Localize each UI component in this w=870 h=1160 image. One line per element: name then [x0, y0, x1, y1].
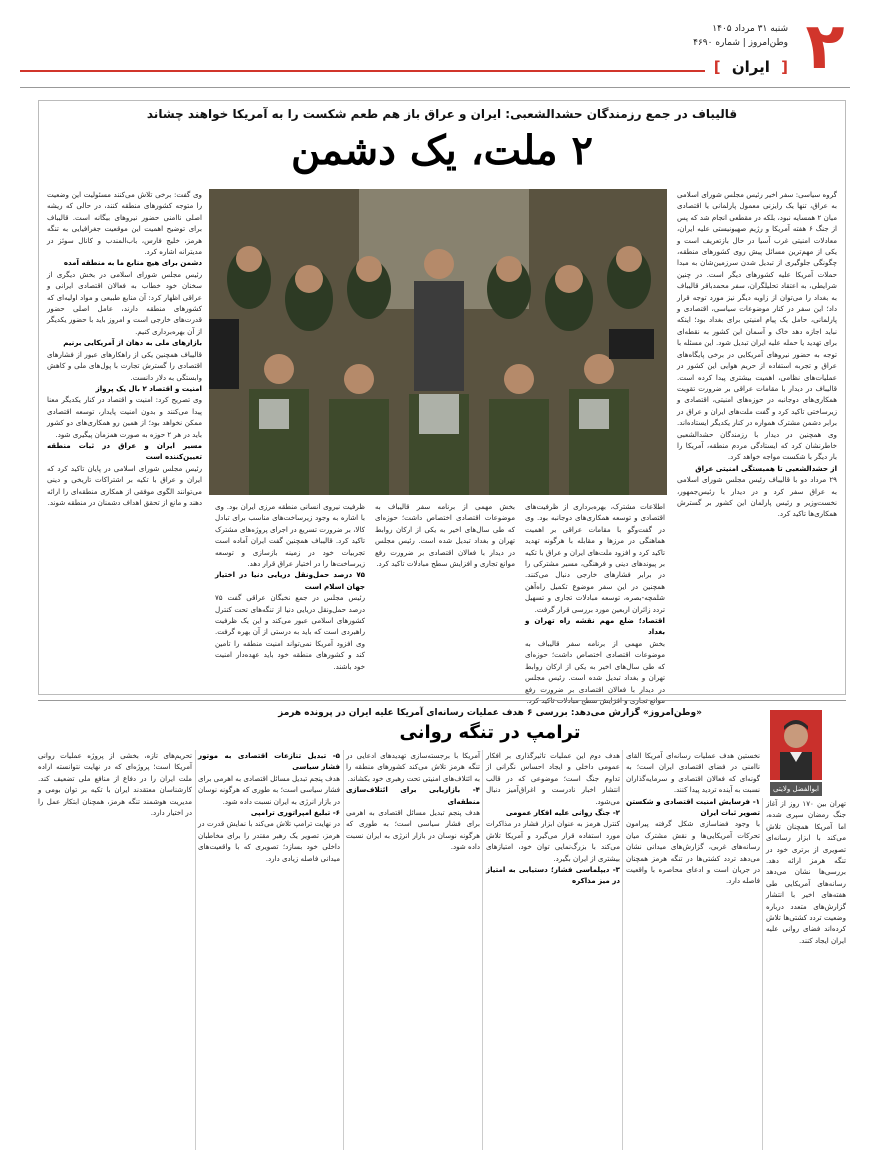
main-col-right-subhead: از حشدالشعبی تا همبستگی امنیتی عراق: [695, 463, 837, 473]
story2-col2-text2: با وجود فضاسازی شکل گرفته پیرامون تحرکات آمریکایی‌ها و نقش مشترک میان رسانه‌های غربی، گزارش‌های میدانی نشان می‌دهد تردد کشتی‌ها در تنگه هرمز همچنان در جریان است و ادعای محاصره با واقعیت فاصله دارد.: [626, 819, 760, 886]
story2-sub4: ۴- بازاریابی برای ائتلاف‌سازی منطقه‌ای: [346, 785, 480, 806]
main-story: [38, 100, 846, 695]
story2-col5: [198, 750, 340, 1150]
story2-col5-text: هدف پنجم تبدیل مسائل اقتصادی به اهرمی برای فشار سیاسی است؛ به طوری که هرگونه نوسان در بازار انرژی به ایران نسبت داده شود.: [198, 773, 340, 806]
main-kicker: قالیباف در جمع رزمندگان حشدالشعبی: ایران و عراق باز هم طعم شکست را به آمریکا خواهند چشاند: [146, 107, 738, 121]
story2-col2-text: نخستین هدف عملیات رسانه‌ای آمریکا القای ناامنی در فضای اقتصادی ایران است؛ به گونه‌ای که فعالان اقتصادی و سرمایه‌گذاران نسبت به آینده تردید پیدا کنند.: [626, 751, 760, 795]
story2-col4: [346, 750, 480, 1150]
column-rule: [762, 798, 763, 1150]
main-col-left: [47, 189, 202, 689]
author-portrait-icon: [770, 710, 822, 780]
story-divider: [38, 700, 846, 701]
story2-col1-text: تهران بین ۱۷۰ روز از آغاز جنگ رمضان سپری شده، اما آمریکا همچنان تلاش می‌کند با ابزار رسانه‌ای تصویری از برتری خود در تنگه هرمز ارائه دهد. بررسی‌ها نشان می‌دهد رسانه‌های آمریکایی طی هفته‌های اخیر با انتشار گزارش‌های متعدد درباره وضعیت تردد کشتی‌ها تلاش کرده‌اند فضای روانی علیه ایران ایجاد کنند.: [766, 799, 846, 945]
story2-title: ترامپ در تنگه روانی: [399, 722, 581, 743]
bracket-close: ]: [713, 58, 721, 76]
main-col-right-text: گروه سیاسی: سفر اخیر رئیس مجلس شورای اسلامی به عراق، تنها یک رایزنی معمول پارلمانی یا اقتصادی میان ۲ همسایه نبود، بلکه در مقطعی انجام شد که پس از جنگ ۶ هفته آمریکا و رژیم صهیونیستی علیه ایران، معادلات امنیتی غرب آسیا در حال بازتعریف است و یکی از مهم‌ترین مسائل پیش روی کشورهای منطقه، چگونگی جلوگیری از تبدیل شدن سرزمین‌شان به مبدا حملات آمریکا علیه کشورهای دیگر است. در چنین شرایطی، به اعتقاد تحلیلگران، سفر محمدباقر قالیباف به بغداد را می‌توان از زاویه دیگر نیز مورد توجه قرار داد؛ این سفر در کنار موضوعات سیاسی، اقتصادی و پارلمانی، حامل یک پیام امنیتی برای بغداد بود؛ اینکه نباید اجازه دهد خاک و آسمان این کشور به نقطه‌ای برای تهدید یا حمله علیه ایران تبدیل شود. این مسئله با توجه به حضور نیروهای آمریکایی در برخی پایگاه‌های عراق و تجربه استفاده از حریم هوایی این کشور در عملیات‌های نظامی، اهمیت بیشتری پیدا کرده است. قالیباف در دیدار با مقامات عراقی بر ضرورت تقویت همکاری‌های دوجانبه در حوزه‌های امنیتی، اقتصادی و زیرساختی تاکید کرد و گفت ملت‌های ایران و عراق در برابر دشمن مشترک همواره در کنار یکدیگر ایستاده‌اند. وی همچنین در دیدار با رزمندگان حشدالشعبی خاطرنشان کرد که ایستادگی مردم منطقه، آمریکا را بار دیگر با شکست مواجه خواهد کرد.: [677, 190, 837, 462]
column-rule: [482, 750, 483, 1150]
column-rule: [622, 750, 623, 1150]
main-col-left-text5: رئیس مجلس شورای اسلامی در پایان تاکید کرد که ایران و عراق با تکیه بر اشتراکات تاریخی و دینی می‌توانند الگوی موفقی از همکاری منطقه‌ای را ارائه دهند و مانع از تحقق اهداف دشمنان در منطقه شوند.: [47, 463, 202, 507]
main-col-right: [677, 189, 837, 689]
issue-info: [693, 22, 788, 50]
story2-col4-text: آمریکا با برجسته‌سازی تهدیدهای ادعایی در تنگه هرمز تلاش می‌کند کشورهای منطقه را به ائتلاف‌های امنیتی تحت رهبری خود بکشاند.: [346, 751, 480, 783]
bracket-open: [: [781, 58, 788, 76]
story2-col3-text: هدف دوم این عملیات تاثیرگذاری بر افکار عمومی داخلی و ایجاد احساس نگرانی از تداوم جنگ است؛ موضوعی که در قالب انتشار اخبار نادرست و اغراق‌آمیز دنبال می‌شود.: [486, 751, 620, 806]
story2-sub6: ۶- تبلیغ امپراتوری ترامپی: [250, 808, 340, 818]
main-col-mid2: [375, 501, 515, 689]
main-photo: [209, 189, 667, 495]
main-headline: ۲ ملت، یک دشمن: [291, 127, 593, 174]
column-rule: [195, 750, 196, 1150]
main-col-left-text: وی گفت: برخی تلاش می‌کنند مسئولیت این وضعیت را متوجه کشورهای منطقه کنند، در حالی که ریشه اصلی ناامنی حضور نیروهای بیگانه است. قالیباف برای توضیح اهمیت این موقعیت جغرافیایی به تنگه هرمز، خلیج فارس، باب‌المندب و کانال سوئز در مدیترانه اشاره کرد.: [47, 190, 202, 257]
issue-number: وطن‌امروز | شماره ۴۶۹۰: [693, 38, 788, 48]
main-col-left-subhead2: بازارهای ملی به دهان از آمریکایی برنیم: [63, 338, 202, 348]
main-col-left-text4: وی تصریح کرد: امنیت و اقتصاد در کنار یکدیگر معنا پیدا می‌کنند و بدون امنیت پایدار، توسعه اقتصادی ممکن نخواهد بود؛ از همین رو همکاری‌های دو کشور باید در هر ۲ حوزه به صورت همزمان پیگیری شود.: [47, 395, 202, 439]
story2-sub2: ۲- جنگ روانی علیه افکار عمومی: [505, 808, 620, 818]
main-col-left-text2: رئیس مجلس شورای اسلامی در بخش دیگری از سخنان خود خطاب به فعالان اقتصادی ایرانی و عراقی اظهار کرد: آن منابع طبیعی و مواد اولیه‌ای که کشورهای منطقه دارند، عامل اصلی حضور قدرت‌های خارجی است و امروز باید با حضور یکدیگر از آن بهره‌برداری کنیم.: [47, 269, 202, 336]
story2-col3-text2: کنترل هرمز به عنوان ابزار فشار در مذاکرات مورد استفاده قرار می‌گیرد و آمریکا تلاش می‌کند با بزرگ‌نمایی توان خود، امتیازهای بیشتری از ایران بگیرد.: [486, 819, 620, 863]
main-col-mid-subhead: اقتصاد؛ ضلع مهم نقشه راه تهران و بغداد: [525, 616, 665, 637]
story2-sub5: ۵- تبدیل تنازعات اقتصادی به موتور فشار سیاسی: [198, 751, 340, 772]
story2-col6-text: تحریم‌های تازه، بخشی از پروژه عملیات روانی آمریکا است؛ پروژه‌ای که در نهایت نتوانسته اراده ملت ایران را در دفاع از منافع ملی تضعیف کند. کارشناسان معتقدند ایران با تکیه بر توان بومی و مدیریت هوشمند تنگه هرمز، همچنان ابتکار عمل را در اختیار دارد.: [38, 751, 192, 818]
page-number: ۲: [800, 8, 850, 86]
story2-kicker: «وطن‌امروز» گزارش می‌دهد: بررسی ۶ هدف عملیات رسانه‌ای آمریکا علیه ایران در پرونده هرمز: [278, 708, 702, 718]
main-col-mid2-text: بخش مهمی از برنامه سفر قالیباف به موضوعات اقتصادی اختصاص داشت؛ حوزه‌ای که طی سال‌های اخیر به یکی از ارکان روابط تهران و بغداد تبدیل شده است. رئیس مجلس در دیدار با فعالان اقتصادی بر ضرورت رفع موانع تجاری و افزایش سطح مبادلات تاکید کرد.: [375, 502, 515, 569]
main-col-mid-text2: بخش مهمی از برنامه سفر قالیباف به موضوعات اقتصادی اختصاص داشت؛ حوزه‌ای که طی سال‌های اخیر به یکی از ارکان روابط تهران و بغداد تبدیل شده است. رئیس مجلس در دیدار با فعالان اقتصادی بر ضرورت رفع: [525, 638, 665, 694]
story2-sub1: ۱- فرسایش امنیت اقتصادی و شکستن تصویر ثبات ایران: [626, 796, 760, 818]
author-photo: [770, 710, 822, 780]
section-label: [714, 58, 788, 76]
page-header: [20, 8, 850, 88]
story2-col1: [766, 798, 846, 1150]
main-col-right-text2: ۲۹ مرداد دو با قالیباف رئیس مجلس شورای اسلامی به عراق سفر کرد و در دیدار با رئیس‌جمهور، نخست‌وزیر و رئیس پارلمان این کشور بر گسترش همکاری‌ها تاکید کرد.: [677, 475, 837, 519]
main-col-left-text3: قالیباف همچنین یکی از راهکارهای عبور از فشارهای اقتصادی را گسترش تجارت با پول‌های ملی و کاهش وابستگی به دلار دانست.: [47, 349, 202, 382]
issue-date: شنبه ۳۱ مرداد ۱۴۰۵: [712, 24, 788, 34]
story2-col6: [38, 750, 192, 1150]
column-rule: [343, 750, 344, 1150]
main-col-left-subhead4: مسیر ایران و عراق در ثبات منطقه تعیین‌کننده است: [47, 440, 202, 462]
author-name: ابوالفضل ولایتی: [770, 782, 822, 796]
story2-sub3: ۳- دیپلماسی فشار؛ دستیابی به امتیاز در میز مذاکره: [486, 865, 620, 886]
main-col-left-mid-text: ظرفیت نیروی انسانی منطقه مرزی ایران بود. وی با اشاره به وجود زیرساخت‌های مناسب برای تبادل کالا، بر ضرورت تسریع در اجرای پروژه‌های مشترک تاکید کرد. قالیباف همچنین گفت ایران آماده است تجربیات خود در زمینه بازسازی و توسعه زیرساخت‌ها را در اختیار عراق قرار دهد.: [215, 502, 365, 569]
story2-col4-text2: هدف پنجم تبدیل مسائل اقتصادی به اهرمی برای فشار سیاسی است؛ به طوری که هرگونه نوسان در بازار انرژی به ایران نسبت داده شود.: [346, 808, 480, 852]
main-col-left-subhead3: امنیت و اقتصاد ۲ بال یک پرواز: [95, 383, 202, 393]
section-rule: [20, 70, 705, 72]
story2-col5-text2: در نهایت ترامپ تلاش می‌کند با نمایش قدرت در هرمز، تصویر یک رهبر مقتدر را برای مخاطبان داخلی خود بسازد؛ تصویری که با واقعیت‌های میدانی فاصله زیادی دارد.: [198, 819, 340, 863]
story2-col2: [626, 750, 760, 1150]
section-name: ایران: [731, 58, 770, 76]
main-col-left-subhead1: دشمن برای هیچ منابع ما به منطقه آمده: [63, 258, 202, 268]
main-col-left-mid-text2: رئیس مجلس در جمع نخبگان عراقی گفت ۷۵ درصد حمل‌ونقل دریایی دنیا از تنگه‌های تحت کنترل کشورهای اسلامی عبور می‌کند و این یک ظرفیت راهبردی است که باید به درستی از آن بهره گرفت. وی افزود آمریکا نمی‌تواند امنیت منطقه را تامین کند و کشورهای منطقه خود باید عهده‌دار امنیت خود باشند.: [215, 593, 365, 671]
main-col-mid-text: اطلاعات مشترک، بهره‌برداری از ظرفیت‌های اقتصادی و توسعه همکاری‌های دوجانبه بود. وی در گفت‌وگو با مقامات عراقی بر اهمیت هماهنگی در مرزها و مقابله با هرگونه تهدید تاکید کرد و افزود ملت‌های ایران و عراق با تکیه بر پیوندهای دینی و فرهنگی، مسیر مشترکی را در برابر فشارهای خارجی دنبال می‌کنند. همچنین در این سفر موضوع تکمیل راه‌آهن شلمچه-بصره، توسعه مبادلات تجاری و تسهیل تردد زائران اربعین مورد بررسی قرار گرفت.: [525, 502, 665, 614]
story2-col3: [486, 750, 620, 1150]
main-col-left-mid: [215, 501, 365, 689]
main-col-mid: [525, 501, 665, 694]
main-col-left-mid-subhead: ۷۵ درصد حمل‌ونقل دریایی دنیا در اختیار جهان اسلام است: [215, 570, 365, 591]
crowd-photo-illustration: [209, 189, 667, 495]
